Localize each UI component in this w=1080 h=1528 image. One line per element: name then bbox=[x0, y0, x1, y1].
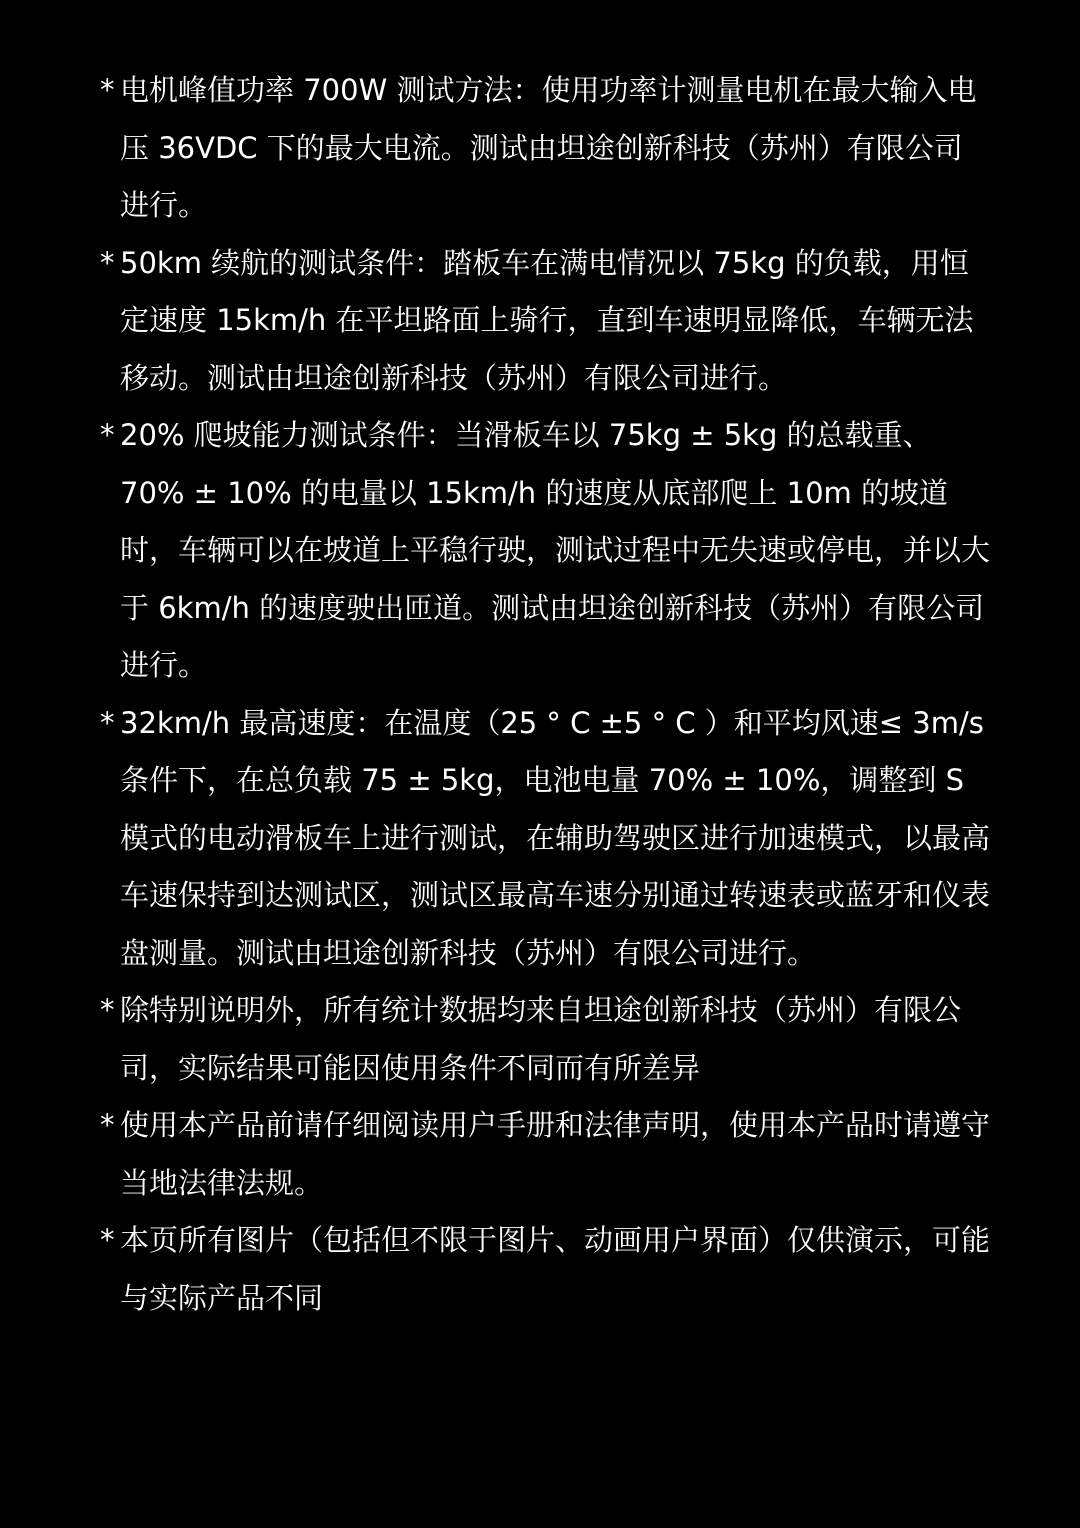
disclaimer-note-motor-power bbox=[100, 62, 990, 235]
note-marker: * bbox=[100, 73, 115, 107]
note-text: 除特别说明外，所有统计数据均来自坦途创新科技（苏州）有限公司，实际结果可能因使用条件不同而有所差异 bbox=[120, 993, 962, 1085]
note-marker: * bbox=[100, 418, 115, 452]
note-text: 50km 续航的测试条件：踏板车在满电情况以 75kg 的负载，用恒定速度 15km/h 在平坦路面上骑行，直到车速明显降低，车辆无法移动。测试由坦途创新科技（苏州）有限公司进行。 bbox=[120, 245, 974, 395]
note-marker: * bbox=[100, 1223, 115, 1257]
note-marker: * bbox=[100, 993, 115, 1027]
disclaimer-note-images bbox=[100, 1212, 990, 1327]
note-text: 本页所有图片（包括但不限于图片、动画用户界面）仅供演示，可能与实际产品不同 bbox=[120, 1223, 991, 1315]
disclaimer-note-user-manual bbox=[100, 1097, 990, 1212]
note-marker: * bbox=[100, 245, 115, 280]
note-marker: * bbox=[100, 705, 115, 740]
disclaimer-note-top-speed bbox=[100, 695, 990, 983]
disclaimer-notes-list bbox=[100, 62, 990, 1327]
note-text: 32km/h 最高速度：在温度（25 ° C ±5 ° C ）和平均风速≤ 3m/s 条件下，在总负载 75 ± 5kg，电池电量 70% ± 10%，调整到 S 模式的电动滑板车上进行测试，在辅助驾驶区进行加速模式，以最高车速保持到达测试区，测试区最高车速分别通过转速表或蓝牙和仪表盘测量。测试由坦途创新科技（苏州）有限公司进行。 bbox=[120, 705, 991, 970]
note-marker: * bbox=[100, 1108, 115, 1142]
note-text: 电机峰值功率 700W 测试方法：使用功率计测量电机在最大输入电压 36VDC 下的最大电流。测试由坦途创新科技（苏州）有限公司进行。 bbox=[120, 73, 977, 222]
disclaimer-note-statistics bbox=[100, 982, 990, 1097]
disclaimer-note-climbing bbox=[100, 407, 990, 695]
note-text: 使用本产品前请仔细阅读用户手册和法律声明，使用本产品时请遵守当地法律法规。 bbox=[120, 1108, 991, 1200]
disclaimer-note-range bbox=[100, 235, 990, 408]
note-text: 20% 爬坡能力测试条件：当滑板车以 75kg ± 5kg 的总载重、70% ± 10% 的电量以 15km/h 的速度从底部爬上 10m 的坡道时，车辆可以在坡道上平稳行驶，测试过程中无失速或停电，并以大于 6km/h 的速度驶出匝道。测试由坦途创新科技（苏州）有限公司进行。 bbox=[120, 418, 991, 682]
